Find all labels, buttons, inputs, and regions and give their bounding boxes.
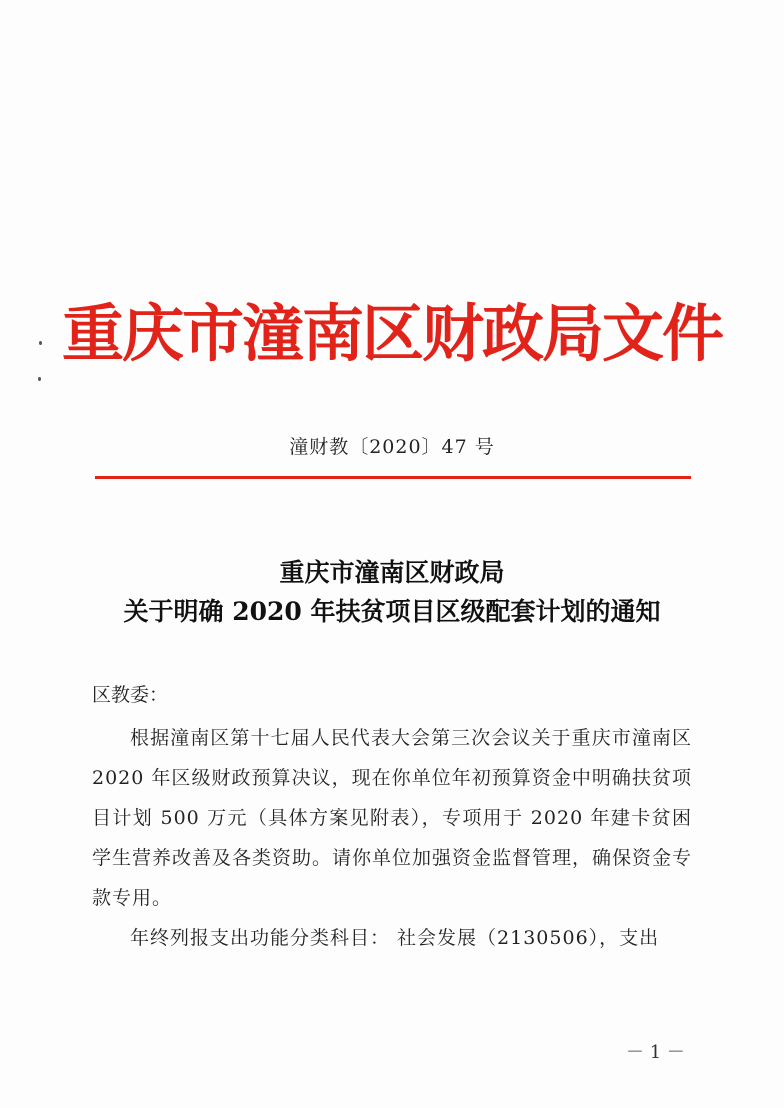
addressee: 区教委： <box>92 684 169 706</box>
subject-title-line-1: 重庆市潼南区财政局 <box>279 558 505 587</box>
page-number: － 1 － <box>626 1042 685 1063</box>
document-number: 潼财教〔2020〕47 号 <box>289 436 495 458</box>
body-paragraph-1: 根据潼南区第十七届人民代表大会第三次会议关于重庆市潼南区 2020 年区级财政预算决议，现在你单位年初预算资金中明确扶贫项目计划 500 万元（具体方案见附表），专项用于 2020 年建卡贫困学生营养改善及各类资助。请你单位加强资金监督管理，确保资金专款专用。 <box>92 727 693 909</box>
red-divider-line <box>95 476 691 479</box>
subject-title-line-2: 关于明确 2020 年扶贫项目区级配套计划的通知 <box>123 597 661 626</box>
agency-header-title: 重庆市潼南区财政局文件 <box>61 297 722 370</box>
scan-speck <box>38 377 41 381</box>
body-paragraph-2: 年终列报支出功能分类科目： 社会发展（2130506），支出 <box>130 927 660 949</box>
scan-speck <box>39 341 42 345</box>
